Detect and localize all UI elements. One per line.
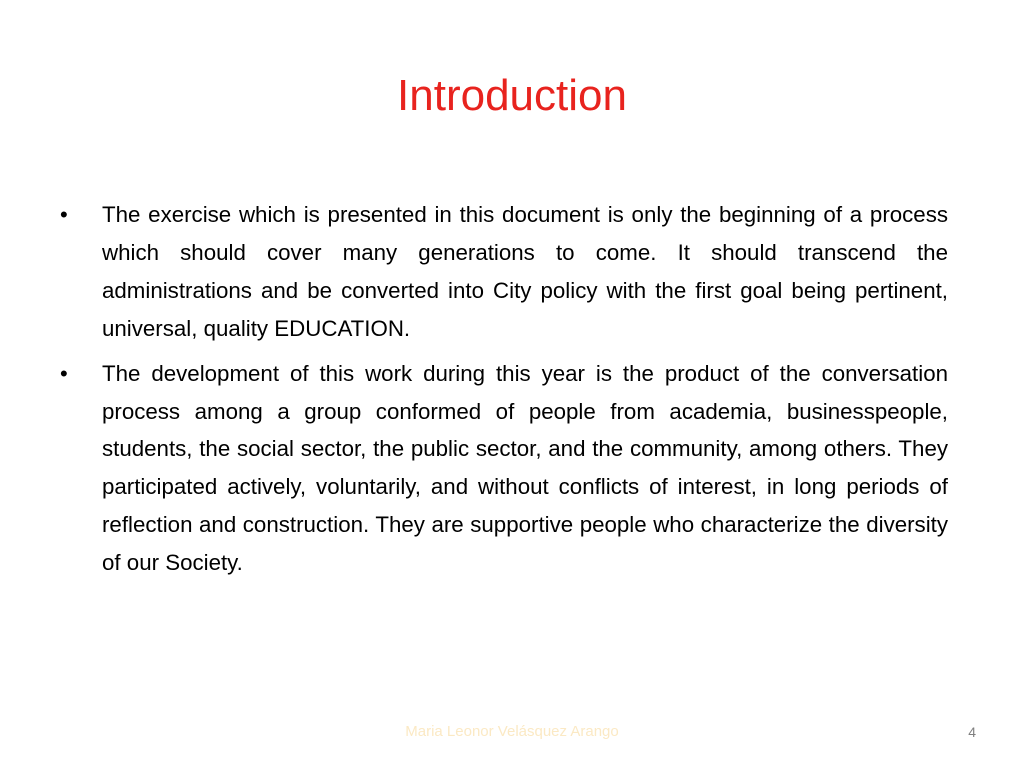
- bullet-text: The exercise which is presented in this document is only the beginning of a process which should cover many generations to come. It should transcend the administrations and be converted into City policy with the first goal being pertinent, universal, quality EDUCATION.: [102, 202, 948, 341]
- bullet-text: The development of this work during this year is the product of the conversation process among a group conformed of people from academia, businesspeople, students, the social sector, the public sector, and the community, among others. They participated actively, voluntarily, and without conflicts of interest, in long periods of reflection and construction. They are supportive people who characterize the diversity of our Society.: [102, 360, 948, 576]
- footer-author: Maria Leonor Velásquez Arango: [405, 723, 619, 740]
- bullet-marker: •: [60, 360, 68, 386]
- bullet-item: [60, 196, 948, 348]
- bullet-item: [60, 355, 948, 582]
- page-number: 4: [968, 724, 976, 740]
- bullet-list: [60, 196, 948, 589]
- slide-title: Introduction: [397, 71, 627, 120]
- bullet-marker: •: [60, 202, 68, 227]
